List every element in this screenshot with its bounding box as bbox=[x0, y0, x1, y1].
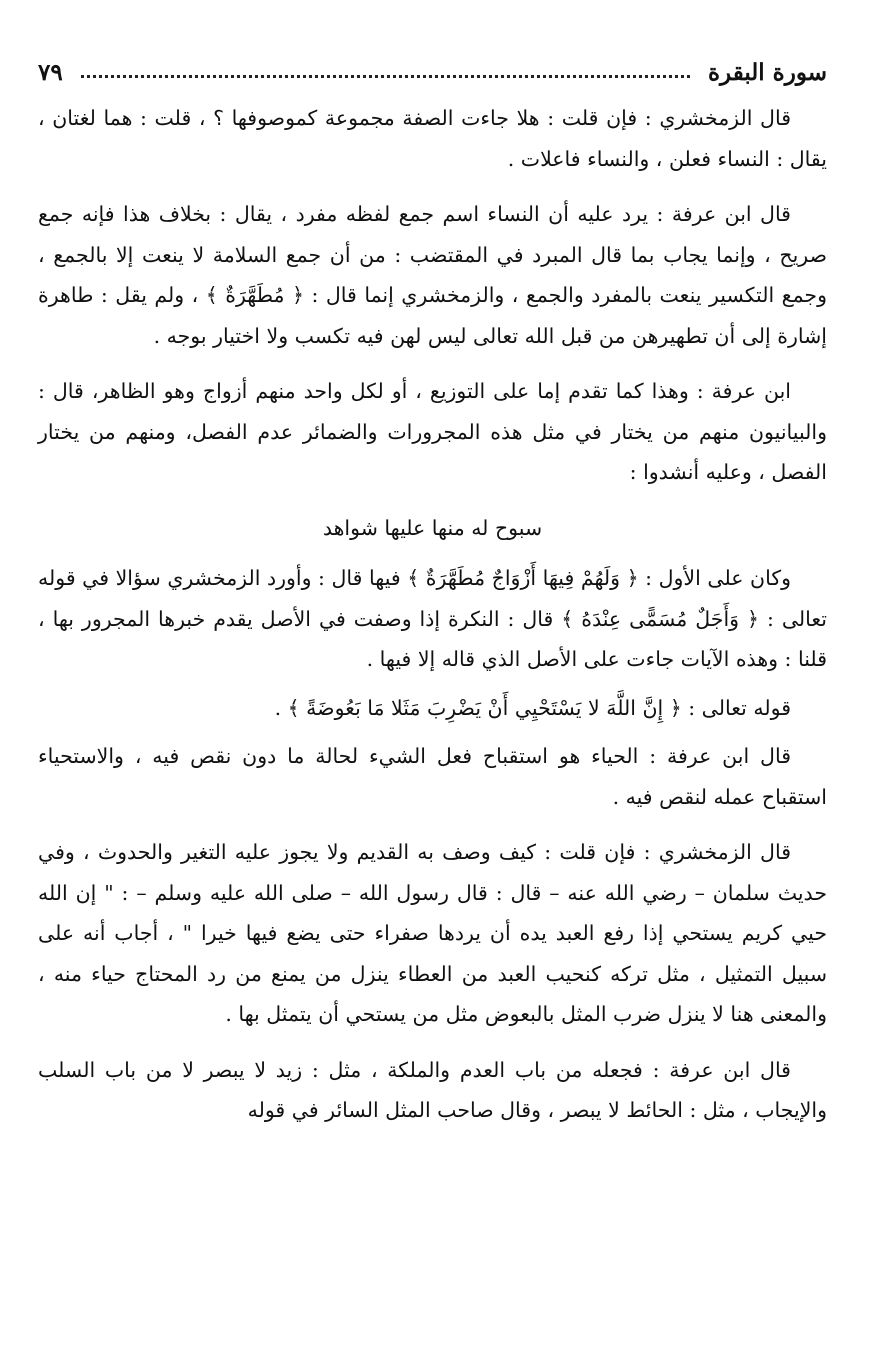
paragraph: ابن عرفة : وهذا كما تقدم إما على التوزيع ، أو لكل واحد منهم أزواج وهو الظاهر، قال : والبيانيون منهم من يختار في مثل هذه المجرورات والضمائر عدم الفصل، ومنهم من يختار الفصل ، وعليه أنشدوا : bbox=[38, 379, 827, 484]
paragraph: قال ابن عرفة : فجعله من باب العدم والملكة ، مثل : زيد لا يبصر لا من باب السلب والإيجاب ، مثل : الحائط لا يبصر ، وقال صاحب المثل السائر في قوله bbox=[38, 1057, 827, 1122]
page-body bbox=[38, 98, 827, 1131]
paragraph: قال ابن عرفة : الحياء هو استقباح فعل الشيء لحالة ما دون نقص فيه ، والاستحياء استقباح عمله لنقص فيه . bbox=[38, 744, 827, 809]
running-header bbox=[38, 44, 827, 84]
paragraph: قال الزمخشري : فإن قلت : كيف وصف به القديم ولا يجوز عليه التغير والحدوث ، وفي حديث سلمان – رضي الله عنه – قال : قال رسول الله – صلى الله عليه وسلم – : " إن الله حيي كريم يستحي إذا رفع العبد يده أن يردها صفراء حتى يضع فيها خيرا " ، أجاب أنه على سبيل التمثيل ، مثل تركه كنحيب العبد من العطاء ينزل من يمنع من رد المحتاج حياء منه ، والمعنى هنا لا ينزل ضرب المثل بالبعوض مثل من يستحي أن يتمثل بها . bbox=[38, 840, 827, 1026]
header-dotted-leader bbox=[81, 75, 690, 78]
paragraph: قال الزمخشري : فإن قلت : هلا جاءت الصفة مجموعة كموصوفها ؟ ، قلت : هما لغتان ، يقال : النساء فعلن ، والنساء فاعلات . bbox=[38, 106, 827, 171]
quran-citation: قوله تعالى : ﴿ إِنَّ اللَّهَ لا يَسْتَحْيِي أَنْ يَضْرِبَ مَثَلا مَا بَعُوضَةً ﴾ . bbox=[274, 695, 791, 720]
poetry-verse: سبوح له منها عليها شواهد bbox=[322, 515, 543, 540]
book-page bbox=[38, 44, 827, 1367]
paragraph: قال ابن عرفة : يرد عليه أن النساء اسم جمع لفظه مفرد ، يقال : بخلاف هذا فإنه جمع صريح ، وإنما يجاب بما قال المبرد في المقتضب : من أن جمع السلامة لا ينعت إلا بالجمع ، وجمع التكسير ينعت بالمفرد والجمع ، والزمخشري إنما قال : ﴿ مُطَهَّرَةٌ ﴾ ، ولم يقل : طاهرة إشارة إلى أن تطهيرهن من قبل الله تعالى ليس لهن فيه تكسب ولا اختيار بوجه . bbox=[38, 202, 827, 348]
paragraph: وكان على الأول : ﴿ وَلَهُمْ فِيهَا أَزْوَاجٌ مُطَهَّرَةٌ ﴾ فيها قال : وأورد الزمخشري سؤالا في قوله تعالى : ﴿ وَأَجَلٌ مُسَمًّى عِنْدَهُ ﴾ قال : النكرة إذا وصفت في الأصل يقدم خبرها المجرور بها ، قلنا : وهذه الآيات جاءت على الأصل الذي قاله إلا فيها . bbox=[38, 566, 827, 671]
page-number: ٧٩ bbox=[38, 59, 63, 86]
surah-title: سورة البقرة bbox=[707, 59, 827, 86]
